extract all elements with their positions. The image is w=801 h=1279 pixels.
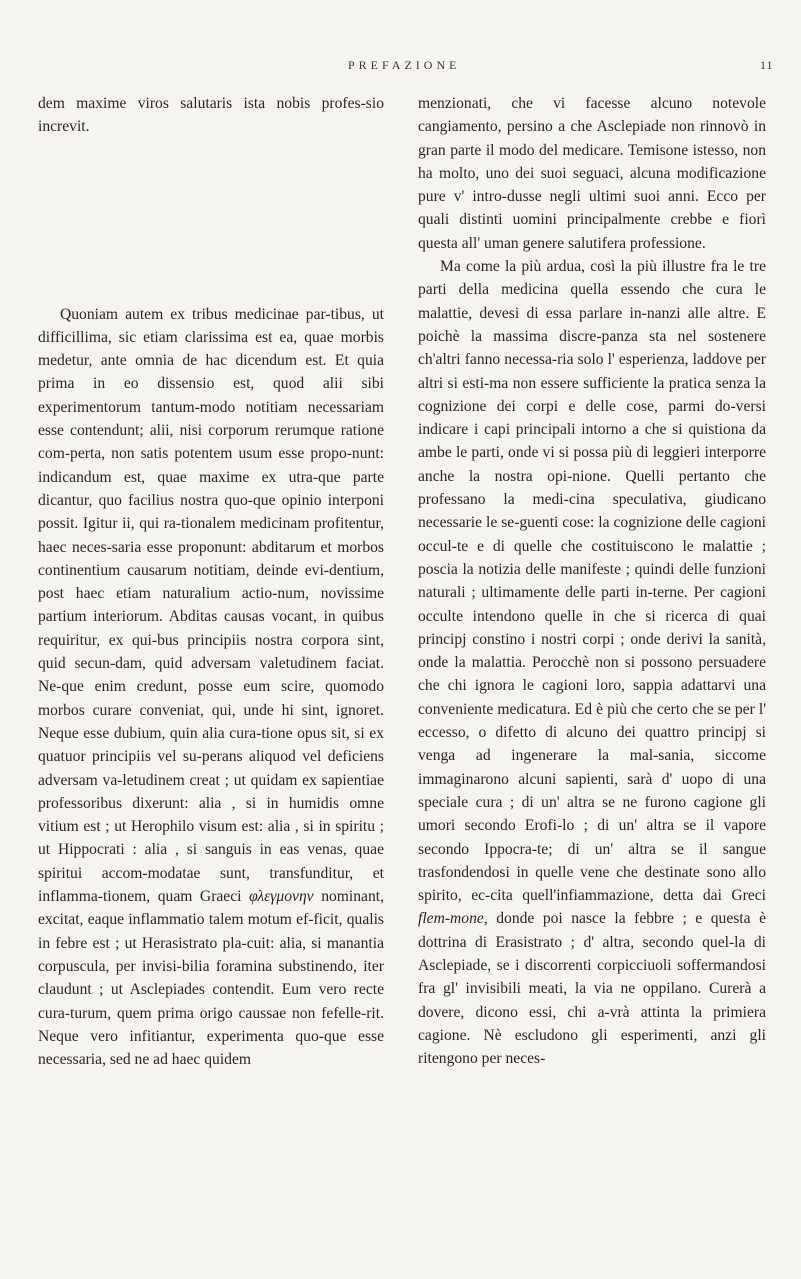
italian-paragraph-1: menzionati, che vi facesse alcuno notevole cangiamento, persino a che Asclepiade non rinnovò in gran parte il modo del medicare. Temisone istesso, non ha molto, uno dei suoi seguaci, alcuna modificazione pure v' intro-dusse negli ultimi suoi anni. Ecco per quali distinti uomini principalmente crebbe e fiorì questa all' uman genere salutifera professione. bbox=[418, 95, 766, 252]
italian-paragraph-2-end: , donde poi nasce la febbre ; e questa è dottrina di Erasistrato ; d' altra, secondo quel-la di Asclepiade, se i discorrenti corpicciuoli soffermandosi fra gl' invisibili meati, la via ne oppilano. Curerà a dovere, dicono essi, chi a-vrà attinta la primiera cagione. Nè escludono gli esperimenti, anzi gli ritengono per neces- bbox=[418, 910, 766, 1068]
running-title: PREFAZIONE bbox=[348, 58, 461, 72]
latin-paragraph-2-start: Quoniam autem ex tribus medicinae par-tibus, ut difficillima, sic etiam clarissima est ea, quae morbis medetur, ante omnia de hac dicendum est. Et quia prima in eo dissensio est, quod alii sibi experimentorum tantum-modo notitiam necessariam esse contendunt; alii, nisi corporum rerumque ratione com-perta, non satis potentem usum esse propo-nunt: indicandum est, quae maxime ex utra-que parte dicantur, quo facilius nostra quo-que opinio interponi possit. Igitur ii, qui ra-tionalem medicinam profitentur, haec neces-saria esse proponunt: abditarum et morbos continentium causarum notitiam, deinde evi-dentium, post haec etiam naturalium actio-num, novissime partium interiorum. Abditas causas vocant, in quibus requiritur, ex qui-bus principiis nostra corpora sint, quid secun-dam, quid adversam valetudinem faciat. Ne-que enim credunt, posse eum scire, quomodo morbos curare conveniat, qui, unde hi sint, ignoret. Neque esse dubium, quin alia cura-tione opus sit, si ex quatuor principiis vel su-perans aliquod vel deficiens adversam va-letudinem creat ; ut quidam ex sapientiae professoribus dixerunt: alia , si in humidis omne vitium est ; ut Herophilo visum est: alia , si in spiritu ; ut Hippocrati : alia , si sanguis in eas venas, quae spiritui accom-modatae sunt, transfunditur, et inflamma-tionem, quam Graeci bbox=[38, 305, 384, 906]
latin-paragraph-1: dem maxime viros salutaris ista nobis profes-sio increvit. bbox=[38, 95, 384, 136]
latin-column bbox=[38, 92, 384, 1071]
italian-paragraph-2 bbox=[418, 255, 766, 1070]
italian-paragraph-2-start: Ma come la più ardua, così la più illustre fra le tre parti della medicina quella essendo che cura le malattie, devesi di essa parlare in-nanzi alle altre. E poichè la massima discre-panza sta nel sostenere ch'altri fanno necessa-ria solo l' esperienza, laddove per altri si esti-ma non essere sufficiente la pratica senza la cognizione dei corpi e delle cose, parmi do-versi indicare i capi principali intorno a che si quistiona da ambe le parti, onde vi si possa più di leggieri interporre anche la nostra opi-nione. Quelli pertanto che professano la medi-cina speculativa, giudicano necessarie le se-guenti cose: la cognizione delle cagioni occul-te e di quelle che costituiscono le malattie ; poscia la notizia delle manifeste ; quindi delle funzioni naturali ; ultimamente delle parti in-terne. Per cagioni occulte intendono quelle in che si ricerca di quai principj constino i nostri corpi ; onde derivi la sanità, onde la malattia. Perocchè non si possono persuadere che chi ignora le cagioni loro, sappia adattarvi una conveniente medicatura. Ed è più che certo che se per l' eccesso, o difetto di alcuno dei quattro principj si venga ad ingenerare la mal-sania, siccome immaginarono alcuni sapienti, sarà d' uopo di una speciale cura ; di un' altra se ne furono cagione gli umori secondo Erofi-lo ; di un' altra se il vapore secondo Ippocra-te; di un' altra se il sangue trasfondendosi in quelle vene che destinate sono allo spirito, ec-cita quell'infiammazione, detta dai Greci bbox=[418, 258, 766, 905]
paragraph-gap bbox=[38, 139, 384, 303]
latin-paragraph-2-end: nominant, excitat, eaque inflammatio talem motum ef-ficit, qualis in febre est ; ut Herasistrato pla-cuit: alia, si manantia corpuscula, per invisi-bilia foramina substinendo, iter claudunt ; ut Asclepiades contendit. Eum vero recte cura-turum, quem prima origo caussae non fefelle-rit. Neque vero infitiantur, experimenta quo-que esse necessaria, sed ne ad haec quidem bbox=[38, 888, 384, 1069]
greek-word: φλεγμονην bbox=[249, 888, 314, 906]
italian-column bbox=[418, 92, 766, 1070]
italic-word: flem-mone bbox=[418, 910, 484, 928]
latin-paragraph-2 bbox=[38, 303, 384, 1072]
page-number: 11 bbox=[760, 58, 774, 72]
page-header bbox=[0, 58, 801, 80]
